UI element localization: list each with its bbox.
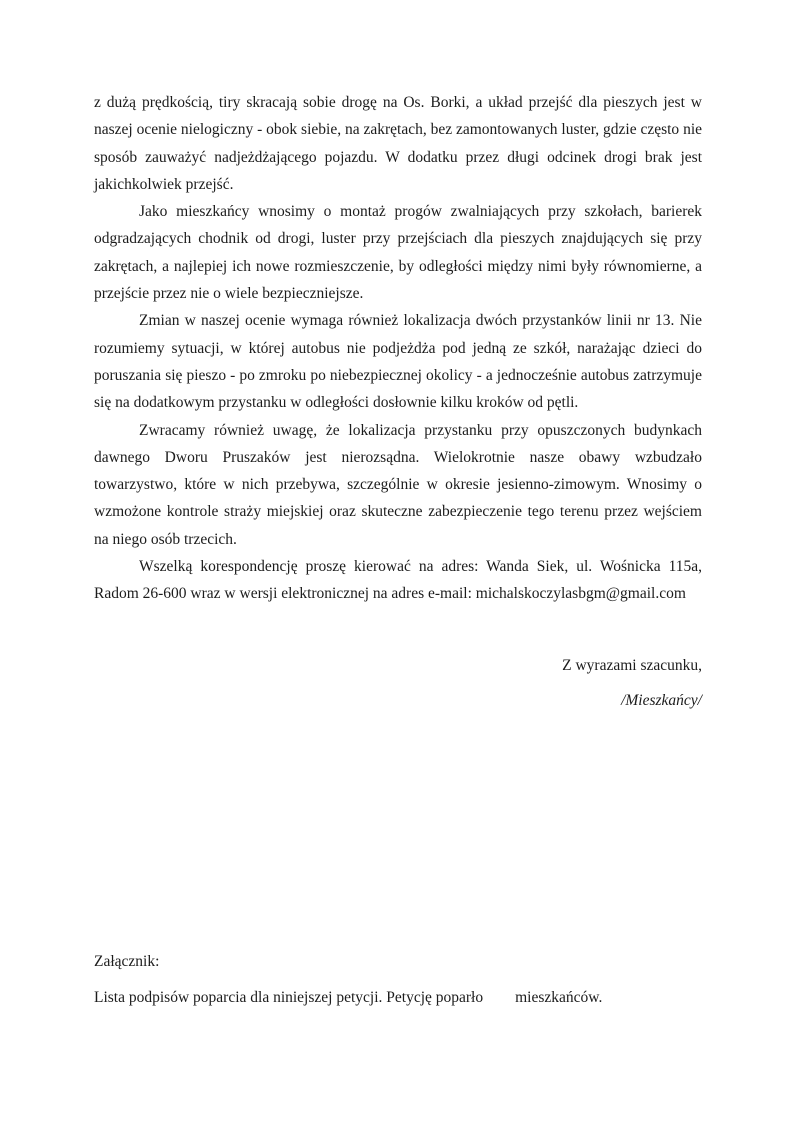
- body-paragraph-3: Zmian w naszej ocenie wymaga również lokalizacja dwóch przystanków linii nr 13. Nie rozumiemy sytuacji, w której autobus nie podjeżdża pod jedną ze szkół, narażając dzieci do poruszania się pieszo - po zmroku po niebezpiecznej okolicy - a jednocześnie autobus zatrzymuje się na dodatkowym przystanku w odległości dosłownie kilku kroków od pętli.: [94, 312, 702, 412]
- signature-line: /Mieszkańcy/: [621, 691, 702, 709]
- body-paragraph-1: z dużą prędkością, tiry skracają sobie drogę na Os. Borki, a układ przejść dla pieszych jest w naszej ocenie nielogiczny - obok siebie, na zakrętach, bez zamontowanych luster, gdzie często nie sposób zauważyć nadjeżdżającego pojazdu. W dodatku przez długi odcinek drogi brak jest jakichkolwiek przejść.: [94, 94, 702, 193]
- attachment-label: Załącznik:: [94, 953, 160, 971]
- body-paragraph-2: Jako mieszkańcy wnosimy o montaż progów zwalniających przy szkołach, barierek odgradzających chodnik od drogi, luster przy przejściach dla pieszych znajdujących się przy zakrętach, a najlepiej ich nowe rozmieszczenie, by odległości między nimi były równomierne, a przejście przez nie o wiele bezpieczniejsze.: [94, 203, 702, 303]
- body-paragraph-4: Zwracamy również uwagę, że lokalizacja przystanku przy opuszczonych budynkach dawnego Dworu Pruszaków jest nierozsądna. Wielokrotnie nasze obawy wzbudzało towarzystwo, które w nich przebywa, szczególnie w okresie jesienno-zimowym. Wnosimy o wzmożone kontrole straży miejskiej oraz skuteczne zabezpieczenie tego terenu przez wejściem na niego osób trzecich.: [94, 421, 702, 548]
- supporter-count-blank: [483, 1001, 515, 1002]
- closing-salutation: Z wyrazami szacunku,: [562, 656, 702, 674]
- attachment-text-before-count: Lista podpisów poparcia dla niniejszej petycji. Petycję poparło: [94, 988, 484, 1006]
- attachment-text-after-count: mieszkańców.: [515, 988, 603, 1006]
- letter-body: [94, 0, 702, 1011]
- body-paragraph-5-correspondence-address: Wszelką korespondencję proszę kierować na adres: Wanda Siek, ul. Wośnicka 115a, Radom 26-600 wraz w wersji elektronicznej na adres e-mail: michalskoczylasbgm@gmail.com: [94, 558, 702, 603]
- attachment-line: [94, 984, 702, 1011]
